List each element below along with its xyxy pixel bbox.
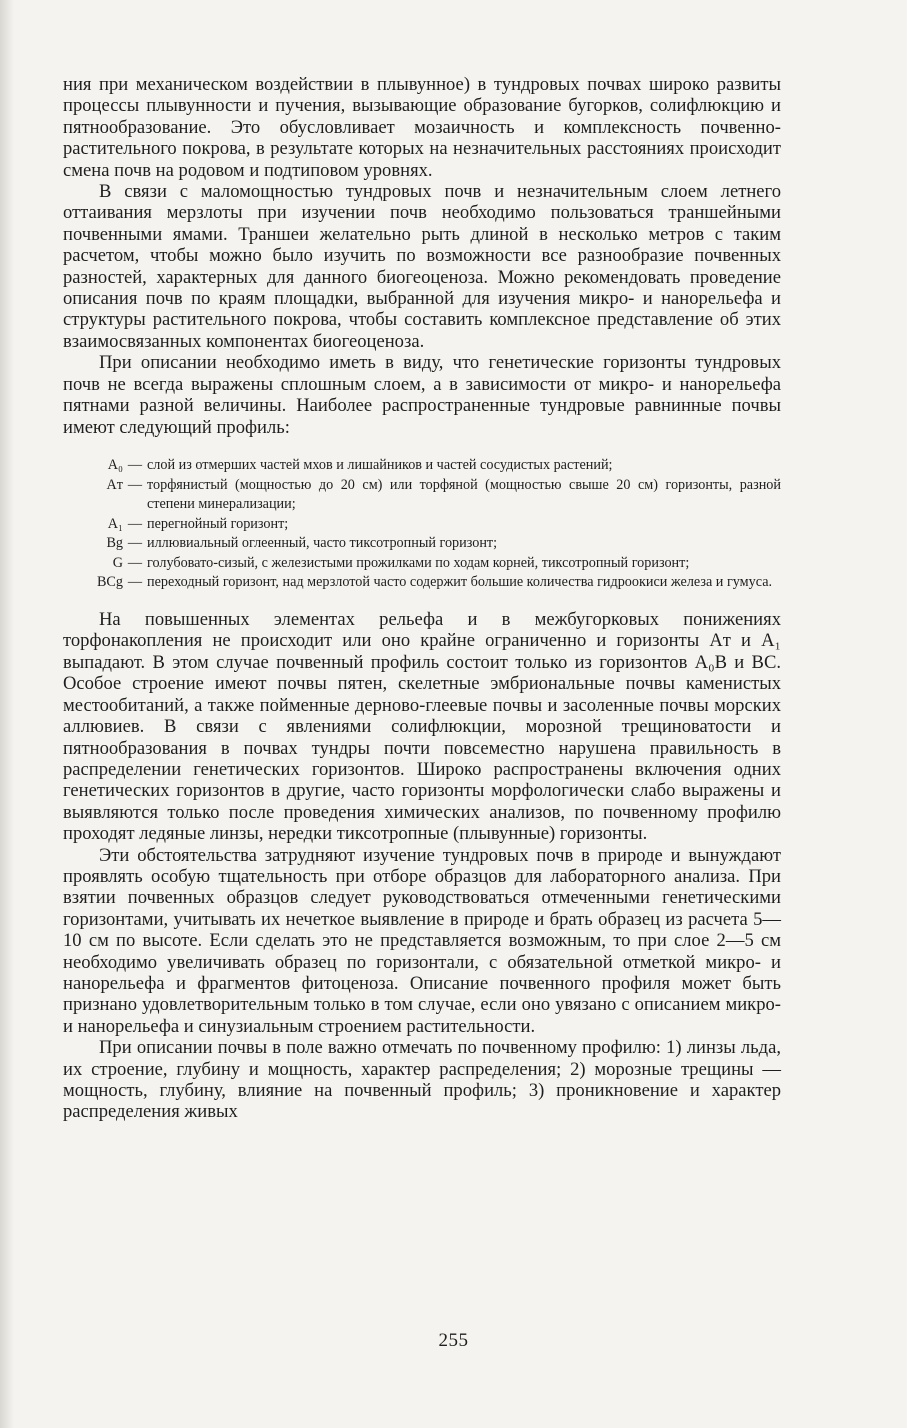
horizon-term: Bg	[106, 535, 123, 552]
horizon-definition: иллювиальный оглеенный, часто тиксотропный горизонт;	[147, 535, 498, 552]
horizon-dash: —	[127, 456, 143, 473]
paragraph-sampling: Эти обстоятельства затрудняют изучение тундровых почв в природе и вынуждают проявлять особую тщательность при отборе образцов для лабораторного анализа. При взятии почвенных образцов следует руководствоваться отмеченными генетическими горизонтами, учитывать их нечеткое выявление в природе и брать образец из расчета 5—10 см по высоте. Если сделать это не представляется возможным, то при слое 2—5 см необходимо увеличивать образец по горизонтали, с обязательной отметкой микро- и нанорельефа и фрагментов фитоценоза. Описание почвенного профиля может быть признано удовлетворительным только в том случае, если оно увязано с описанием микро- и нанорельефа и синузиальным строением растительности.	[63, 844, 781, 1037]
horizon-dash: —	[127, 574, 143, 591]
horizon-dash: —	[127, 476, 143, 493]
horizon-definition: слой из отмерших частей мхов и лишайников и частей сосудистых растений;	[147, 456, 613, 473]
horizon-row-bcg	[63, 573, 781, 593]
horizon-term: BCg	[96, 574, 123, 591]
paragraph-profile-intro: При описании необходимо иметь в виду, что генетические горизонты тундровых почв не всегда выражены сплошным слоем, а в зависимости от микро- и нанорельефа пятнами разной величины. Наиболее распространенные тундровые равнинные почвы имеют следующий профиль:	[63, 352, 781, 438]
horizon-definition: торфянистый (мощностью до 20 см) или торфяной (мощностью свыше 20 см) горизонты, разной степени минерализации;	[147, 476, 781, 513]
paragraph-field-description: При описании почвы в поле важно отмечать по почвенному профилю: 1) линзы льда, их строение, глубину и мощность, характер распределения; 2) морозные трещины — мощность, глубину, влияние на почвенный профиль; 3) проникновение и характер распределения живых	[63, 1037, 781, 1123]
page-body	[63, 74, 781, 1123]
horizon-row-a0	[63, 456, 781, 476]
page-edge-shadow	[0, 0, 14, 1428]
horizon-definition: перегнойный горизонт;	[147, 515, 289, 532]
horizon-definition: голубовато-сизый, с железистыми прожилками по ходам корней, тиксотропный горизонт;	[147, 554, 690, 571]
horizon-row-g	[63, 554, 781, 574]
horizon-row-bg	[63, 534, 781, 554]
horizon-row-a1	[63, 515, 781, 535]
horizon-term: A₀	[107, 456, 123, 473]
horizon-dash: —	[127, 515, 143, 532]
page-number: 255	[438, 1330, 469, 1351]
paragraph-continuation: ния при механическом воздействии в плывунное) в тундровых почвах широко развиты процессы плывунности и пучения, вызывающие образование бугорков, солифлюкцию и пятнообразование. Это обусловливает мозаичность и комплексность почвенно-растительного покрова, в результате которых на незначительных расстояниях происходит смена почв на родовом и подтиповом уровнях.	[63, 74, 781, 181]
paragraph-elevated-relief: На повышенных элементах рельефа и в межбугорковых понижениях торфонакопления не происходит или оно крайне ограниченно и горизонты Aт и A₁ выпадают. В этом случае почвенный профиль состоит только из горизонтов A₀B и BC. Особое строение имеют почвы пятен, скелетные эмбриональные почвы каменистых местообитаний, а также пойменные дерново-глеевые почвы и засоленные почвы морских аллювиев. В связи с явлениями солифлюкции, морозной трещиноватости и пятнообразования в почвах тундры почти повсеместно нарушена правильность в распределении генетических горизонтов. Широко распространены включения одних генетических горизонтов в другие, часто горизонты морфологически слабо выражены и выявляются только после проведения химических анализов, по почвенному профилю проходят ледяные линзы, нередки тиксотропные (плывунные) горизонты.	[63, 609, 781, 845]
horizon-legend	[63, 456, 781, 593]
horizon-row-at	[63, 476, 781, 515]
horizon-term: A₁	[107, 515, 123, 532]
horizon-dash: —	[127, 535, 143, 552]
horizon-term: Aт	[106, 476, 123, 493]
horizon-term: G	[112, 554, 123, 571]
paragraph-trench-pits: В связи с маломощностью тундровых почв и незначительным слоем летнего оттаивания мерзлоты при изучении почв необходимо пользоваться траншейными почвенными ямами. Траншеи желательно рыть длиной в несколько метров с таким расчетом, чтобы можно было изучить по возможности все разнообразие почвенных разностей, характерных для данного биогеоценоза. Можно рекомендовать проведение описания почв по краям площадки, выбранной для изучения микро- и нанорельефа и структуры растительного покрова, чтобы составить комплексное представление об этих взаимосвязанных компонентах биогеоценоза.	[63, 181, 781, 352]
horizon-dash: —	[127, 554, 143, 571]
horizon-definition: переходный горизонт, над мерзлотой часто содержит большие количества гидроокиси железа и гумуса.	[147, 574, 773, 591]
